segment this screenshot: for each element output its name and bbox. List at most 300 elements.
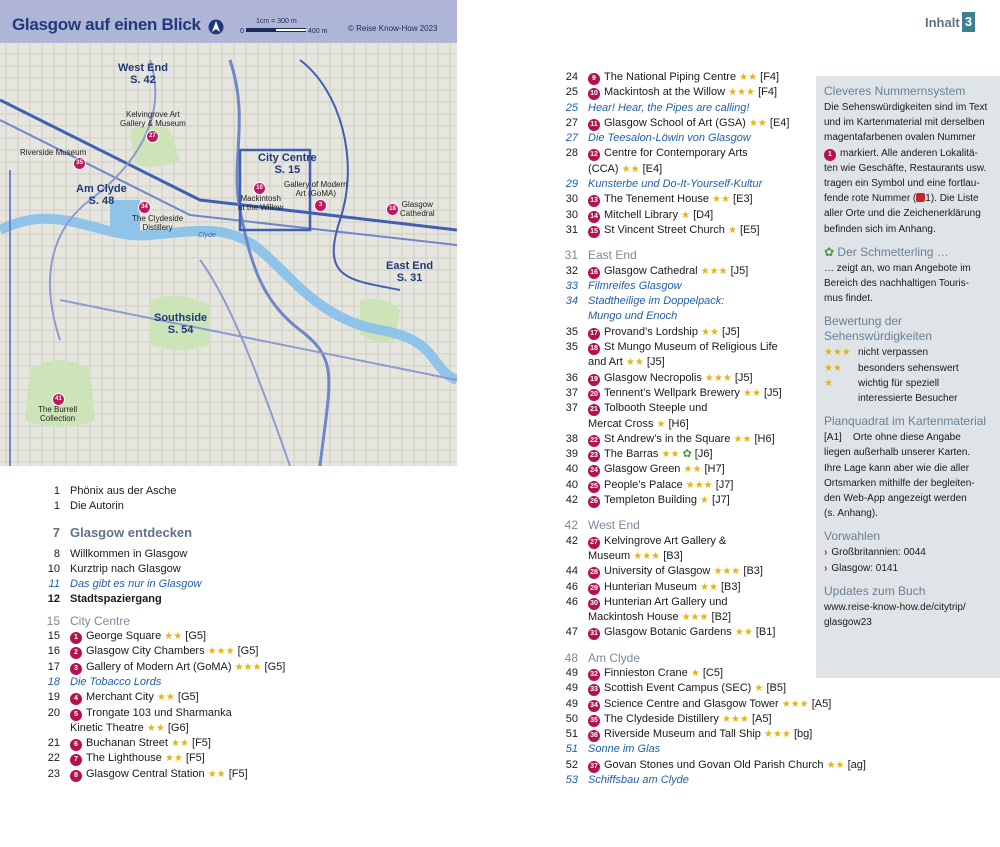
url-line[interactable]: www.reise-know-how.de/citytrip/ bbox=[824, 601, 966, 613]
poi-label: Riverside Museum bbox=[20, 148, 87, 157]
dialing-item bbox=[824, 561, 992, 576]
toc-entry[interactable] bbox=[558, 758, 866, 773]
rating-stars-icon: ★★ bbox=[164, 631, 183, 643]
dialing-codes bbox=[824, 545, 992, 575]
text-line: mus findet. bbox=[824, 293, 873, 305]
toc-entry-title: East End bbox=[588, 248, 637, 263]
toc-page-number: 1 bbox=[53, 485, 60, 497]
text-line: tragen ein Symbol und eine fortlau- bbox=[824, 178, 980, 190]
toc-page-number: 39 bbox=[565, 448, 578, 461]
toc-entry-title: Finnieston Crane bbox=[604, 666, 688, 679]
heading-text: Bewertung der bbox=[824, 314, 903, 329]
grid-reference: [F4] bbox=[758, 86, 778, 99]
toc-entry[interactable] bbox=[558, 773, 813, 788]
toc-entry-title: and Art bbox=[588, 356, 623, 369]
toc-entry-title: Glasgow Cathedral bbox=[604, 264, 698, 277]
toc-entry-title: St Vincent Street Church bbox=[604, 223, 725, 236]
toc-entry[interactable] bbox=[558, 279, 813, 294]
toc-entry-title: The Lighthouse bbox=[86, 752, 162, 765]
toc-entry-content bbox=[588, 417, 689, 432]
toc-entry[interactable] bbox=[558, 223, 813, 238]
toc-entry[interactable] bbox=[558, 371, 813, 386]
rating-stars-icon: ★★★ bbox=[704, 372, 732, 384]
toc-entry-content bbox=[588, 478, 733, 493]
river-label: Clyde bbox=[198, 232, 216, 239]
toc-entry-content bbox=[70, 592, 162, 607]
url-line[interactable]: glasgow23 bbox=[824, 617, 872, 629]
section-label: Inhalt bbox=[925, 15, 960, 30]
toc-entry[interactable] bbox=[40, 547, 380, 562]
toc-entry-title: Hunterian Art Gallery und bbox=[604, 595, 728, 608]
toc-entry[interactable] bbox=[558, 340, 813, 355]
toc-entry-content bbox=[588, 223, 760, 238]
toc-entry-content bbox=[588, 294, 724, 309]
toc-entry[interactable] bbox=[558, 493, 813, 508]
toc-entry[interactable] bbox=[558, 447, 813, 462]
toc-entry[interactable] bbox=[558, 131, 813, 146]
poi-label: Glasgow Cathedral bbox=[400, 200, 435, 218]
district-name: Am Clyde bbox=[76, 183, 127, 195]
poi-number-badge: 3 bbox=[70, 663, 82, 675]
toc-entry[interactable] bbox=[558, 564, 813, 579]
toc-entry-title: Schiffsbau am Clyde bbox=[588, 774, 689, 787]
toc-entry[interactable] bbox=[40, 751, 380, 766]
rating-stars-icon: ★★★ bbox=[633, 550, 661, 562]
toc-entry-content bbox=[588, 386, 782, 401]
poi-number-badge: 33 bbox=[588, 684, 600, 696]
toc-page-number: 7 bbox=[52, 524, 60, 540]
toc-section-heading[interactable] bbox=[558, 518, 813, 533]
dialing-text: Großbritannien: 0044 bbox=[831, 547, 926, 559]
poi-number-badge: 28 bbox=[588, 567, 600, 579]
toc-page-number: 49 bbox=[565, 682, 578, 695]
district-am-clyde[interactable] bbox=[76, 183, 127, 207]
toc-entry[interactable] bbox=[40, 629, 380, 644]
spacer bbox=[558, 238, 813, 248]
toc-entry-content bbox=[588, 773, 689, 788]
text-fragment: Orte ohne diese Angabe bbox=[852, 432, 961, 444]
toc-page-number: 12 bbox=[47, 593, 60, 606]
text-line: Ortsmarken mithilfe der begleiten- bbox=[824, 477, 975, 489]
toc-page-number: 42 bbox=[565, 494, 578, 507]
rating-stars-icon: ★★ bbox=[625, 357, 644, 369]
toc-entry[interactable] bbox=[558, 294, 813, 309]
poi-number-badge: 18 bbox=[588, 343, 600, 355]
toc-entry-title: Buchanan Street bbox=[86, 737, 168, 750]
toc-entry-content bbox=[588, 518, 640, 533]
poi-marker[interactable]: 18 bbox=[386, 203, 399, 216]
rating-stars-icon: ★★ bbox=[748, 117, 767, 129]
rating-stars-icon: ★★★ bbox=[781, 698, 809, 710]
toc-entry-content bbox=[588, 462, 725, 477]
toc-entry[interactable] bbox=[40, 592, 380, 607]
poi-marker[interactable]: 41 bbox=[52, 393, 65, 406]
toc-entry[interactable] bbox=[558, 666, 813, 681]
toc-entry-content bbox=[588, 534, 726, 549]
dialing-text: Glasgow: 0141 bbox=[831, 562, 899, 574]
toc-entry-content bbox=[70, 751, 205, 766]
toc-entry-content bbox=[588, 666, 723, 681]
toc-entry[interactable] bbox=[40, 562, 380, 577]
toc-page-number: 38 bbox=[565, 432, 578, 445]
toc-entry[interactable] bbox=[558, 534, 813, 549]
district-city-centre[interactable] bbox=[258, 152, 317, 176]
toc-entry[interactable] bbox=[40, 484, 380, 499]
grid-reference: [C5] bbox=[702, 666, 724, 679]
toc-entry[interactable] bbox=[558, 70, 813, 85]
poi-number-badge: 13 bbox=[588, 195, 600, 207]
butterfly-icon: ✿ bbox=[824, 244, 835, 259]
toc-entry-title: Die Teesalon-Löwin von Glasgow bbox=[588, 132, 751, 145]
toc-entry-title: St Andrew’s in the Square bbox=[604, 432, 731, 445]
toc-page-number: 10 bbox=[47, 562, 60, 575]
chevron-right-icon: › bbox=[824, 562, 828, 574]
legend-row bbox=[824, 391, 992, 406]
rating-stars-icon: ★ bbox=[727, 224, 737, 236]
toc-entry[interactable] bbox=[558, 712, 813, 727]
district-southside[interactable] bbox=[154, 312, 207, 336]
rating-stars-icon: ★★ bbox=[621, 163, 640, 175]
north-arrow-icon bbox=[208, 18, 224, 36]
poi-number-badge: 21 bbox=[588, 404, 600, 416]
grid-reference: [F5] bbox=[192, 737, 211, 750]
dialing-item bbox=[824, 545, 992, 560]
toc-entry-content bbox=[588, 340, 778, 355]
toc-entry[interactable] bbox=[40, 690, 380, 705]
toc-entry[interactable] bbox=[558, 610, 813, 625]
toc-entry-title: People’s Palace bbox=[604, 478, 683, 491]
toc-entry[interactable] bbox=[558, 549, 813, 564]
toc-entry[interactable] bbox=[558, 264, 813, 279]
toc-entry-title: Museum bbox=[588, 549, 631, 562]
toc-entry[interactable] bbox=[558, 462, 813, 477]
rating-stars-icon: ★★ bbox=[734, 627, 753, 639]
legend-text: besonders sehenswert bbox=[858, 362, 959, 374]
poi-number-badge: 20 bbox=[588, 389, 600, 401]
grid-reference: [J6] bbox=[694, 448, 713, 461]
toc-entry-title: Merchant City bbox=[86, 691, 154, 704]
toc-entry-title: Glasgow Green bbox=[604, 463, 681, 476]
poi-number-badge: 24 bbox=[588, 465, 600, 477]
toc-entry-title: Filmreifes Glasgow bbox=[588, 279, 682, 292]
toc-entry-title: City Centre bbox=[70, 613, 131, 628]
toc-page-number: 30 bbox=[565, 208, 578, 221]
text-line: Bereich des nachhaltigen Touris- bbox=[824, 278, 969, 290]
poi-number-badge: 1 bbox=[824, 149, 836, 161]
toc-entry[interactable] bbox=[40, 644, 380, 659]
toc-section-heading[interactable] bbox=[558, 651, 813, 666]
text-line bbox=[824, 146, 992, 161]
text-line bbox=[824, 191, 992, 206]
district-page: S. 42 bbox=[130, 74, 156, 86]
poi-number-badge: 15 bbox=[588, 226, 600, 238]
toc-entry-title: Glasgow Central Station bbox=[86, 767, 205, 780]
rating-stars-icon: ★★ bbox=[743, 387, 761, 399]
toc-entry-title: St Mungo Museum of Religious Life bbox=[604, 341, 778, 354]
toc-entry[interactable] bbox=[558, 432, 813, 447]
toc-entry-title: University of Glasgow bbox=[604, 565, 711, 578]
text-line: und im Kartenmaterial mit derselben bbox=[824, 117, 985, 129]
poi-number-badge: 14 bbox=[588, 211, 600, 223]
butterfly-text bbox=[824, 261, 992, 307]
toc-entry-content bbox=[588, 549, 683, 564]
text-fragment: markiert. Alle anderen Lokalitä- bbox=[840, 147, 978, 159]
rating-stars-icon: ★★★ bbox=[728, 87, 756, 99]
rating-stars-icon: ★★★ bbox=[722, 713, 749, 725]
rating-stars-icon: ★ bbox=[656, 418, 666, 430]
poi-number-badge: 29 bbox=[588, 583, 600, 595]
toc-entry[interactable] bbox=[40, 721, 380, 736]
toc-entry[interactable] bbox=[558, 478, 813, 493]
text-line: befinden sich im Anhang. bbox=[824, 223, 936, 235]
toc-page-number: 42 bbox=[565, 534, 578, 547]
grid-reference: [B3] bbox=[743, 565, 763, 578]
toc-entry-content bbox=[588, 131, 751, 146]
toc-entry[interactable] bbox=[558, 417, 813, 432]
poi-marker[interactable]: 10 bbox=[253, 182, 266, 195]
toc-page-number: 1 bbox=[53, 500, 60, 513]
poi-number-badge: 5 bbox=[70, 709, 82, 721]
toc-entry-content bbox=[588, 116, 789, 131]
toc-entry[interactable] bbox=[558, 116, 813, 131]
toc-entry-title: Mercat Cross bbox=[588, 417, 654, 430]
toc-entry-title: Die Tobacco Lords bbox=[70, 675, 162, 688]
poi-number-badge: 9 bbox=[588, 73, 600, 85]
grid-reference: [J7] bbox=[712, 494, 730, 507]
district-name: West End bbox=[118, 62, 168, 74]
toc-page-number: 33 bbox=[565, 279, 578, 292]
toc-entry-content bbox=[588, 325, 740, 340]
toc-page-number: 32 bbox=[565, 264, 578, 277]
poi-label: Kelvingrove Art Gallery & Museum bbox=[120, 110, 186, 128]
toc-entry[interactable] bbox=[558, 208, 813, 223]
toc-page-number: 52 bbox=[565, 758, 578, 771]
toc-entry[interactable] bbox=[558, 355, 813, 370]
toc-entry-title: Kinetic Theatre bbox=[70, 721, 144, 734]
toc-entry-content bbox=[588, 447, 713, 462]
rating-stars-icon: ★ bbox=[754, 683, 764, 695]
grid-reference: [E4] bbox=[642, 162, 663, 175]
toc-entry-title: Mackintosh House bbox=[588, 611, 679, 624]
toc-entry[interactable] bbox=[558, 727, 813, 742]
toc-entry-title: The Tenement House bbox=[604, 193, 709, 206]
toc-entry-content bbox=[588, 742, 660, 757]
toc-entry-title: The Clydeside Distillery bbox=[604, 712, 719, 725]
toc-entry-title: Glasgow entdecken bbox=[70, 524, 193, 540]
legend-text: wichtig für speziell bbox=[858, 377, 940, 389]
district-east-end[interactable] bbox=[386, 260, 433, 284]
toc-entry[interactable] bbox=[558, 101, 813, 116]
toc-entry-content bbox=[588, 401, 707, 416]
toc-entry[interactable] bbox=[40, 675, 380, 690]
toc-entry-title: George Square bbox=[86, 630, 162, 643]
toc-page-number: 49 bbox=[565, 697, 578, 710]
map-streets bbox=[0, 0, 457, 466]
grid-reference: [G5] bbox=[264, 660, 286, 673]
text-line: ten wie Geschäfte, Restaurants usw. bbox=[824, 162, 987, 174]
star-icons: ★★★ bbox=[824, 347, 851, 359]
toc-entry-content bbox=[70, 644, 258, 659]
info-sidebar bbox=[816, 76, 1000, 678]
toc-entry-title: Tolbooth Steeple und bbox=[604, 402, 708, 415]
poi-number-badge: 1 bbox=[70, 632, 82, 644]
toc-entry[interactable] bbox=[558, 401, 813, 416]
rating-stars-icon: ★★ bbox=[701, 326, 719, 338]
rating-stars-icon: ★★★ bbox=[207, 646, 235, 658]
text-line: aller Orte und die Zeichenerklärung bbox=[824, 208, 981, 220]
poi-label: The Clydeside Distillery bbox=[132, 214, 184, 232]
poi-number-badge: 36 bbox=[588, 730, 600, 742]
grid-reference: [B3] bbox=[663, 549, 683, 562]
poi-number-badge: 23 bbox=[588, 450, 600, 462]
toc-entry[interactable] bbox=[40, 736, 380, 751]
toc-section-heading[interactable] bbox=[558, 248, 813, 263]
toc-entry-content bbox=[588, 177, 762, 192]
overview-map[interactable] bbox=[0, 0, 457, 466]
toc-page-number: 31 bbox=[564, 248, 578, 263]
toc-entry-content bbox=[588, 70, 779, 85]
toc-entry[interactable] bbox=[558, 386, 813, 401]
grid-reference: [D4] bbox=[693, 208, 714, 221]
toc-entry[interactable] bbox=[558, 309, 813, 324]
toc-page-number: 48 bbox=[564, 650, 578, 665]
rating-stars-icon: ★★ bbox=[733, 433, 752, 445]
poi-number-badge: 31 bbox=[588, 628, 600, 640]
text-line: Ihre Lage kann aber wie die aller bbox=[824, 462, 970, 474]
toc-entry-content bbox=[588, 101, 749, 116]
toc-entry-content bbox=[588, 712, 772, 727]
toc-section-heading[interactable] bbox=[40, 614, 380, 629]
text-fragment: fende rote Nummer ( bbox=[824, 193, 917, 205]
toc-page-number: 23 bbox=[47, 767, 60, 780]
red-marker-icon bbox=[916, 193, 925, 202]
toc-entry[interactable] bbox=[40, 577, 380, 592]
dialing-heading: Vorwahlen bbox=[824, 529, 881, 544]
rating-legend bbox=[824, 345, 992, 406]
poi-marker[interactable]: 27 bbox=[146, 130, 159, 143]
grid-reference: [J5] bbox=[730, 264, 749, 277]
toc-entry[interactable] bbox=[40, 499, 380, 514]
text-line: liegen außerhalb unserer Karten. bbox=[824, 447, 971, 459]
poi-marker[interactable]: 35 bbox=[73, 157, 86, 170]
toc-entry-title: Trongate 103 und Sharmanka bbox=[86, 706, 232, 719]
heading-text: Der Schmetterling … bbox=[837, 244, 949, 259]
toc-entry[interactable] bbox=[558, 697, 832, 712]
poi-label: Mackintosh at the Willow bbox=[238, 194, 284, 212]
toc-entry-content bbox=[588, 758, 866, 773]
poi-number-badge: 4 bbox=[70, 693, 82, 705]
toc-entry-title: West End bbox=[588, 518, 640, 533]
toc-entry-title: Glasgow School of Art (GSA) bbox=[604, 116, 746, 129]
toc-entry[interactable] bbox=[558, 595, 813, 610]
toc-entry[interactable] bbox=[558, 177, 813, 192]
legend-row bbox=[824, 345, 992, 360]
poi-number-badge: 27 bbox=[588, 537, 600, 549]
toc-page-number: 34 bbox=[565, 295, 578, 308]
poi-marker[interactable]: 3 bbox=[314, 199, 327, 212]
poi-number-badge: 2 bbox=[70, 647, 82, 659]
toc-entry-content bbox=[70, 577, 201, 592]
toc-entry-content bbox=[588, 697, 831, 712]
toc-entry[interactable] bbox=[40, 767, 380, 782]
updates-heading: Updates zum Buch bbox=[824, 583, 926, 598]
rating-stars-icon: ★★ bbox=[826, 759, 845, 771]
legend-row bbox=[824, 361, 992, 376]
poi-number-badge: 8 bbox=[70, 770, 82, 782]
district-name: City Centre bbox=[258, 152, 317, 164]
toc-entry[interactable] bbox=[558, 85, 813, 100]
toc-entry-title: Das gibt es nur in Glasgow bbox=[70, 578, 202, 591]
poi-number-badge: 12 bbox=[588, 149, 600, 161]
toc-left-column bbox=[40, 484, 380, 782]
toc-page-number: 29 bbox=[565, 178, 578, 191]
grid-reference: [B5] bbox=[766, 682, 787, 695]
toc-entry[interactable] bbox=[558, 192, 813, 207]
toc-page-number: 27 bbox=[565, 116, 578, 129]
butterfly-heading bbox=[824, 245, 992, 260]
rating-stars-icon: ★★★ bbox=[713, 566, 741, 578]
toc-entry[interactable] bbox=[40, 660, 380, 675]
toc-page-number: 35 bbox=[565, 341, 578, 354]
toc-entry-title: Kelvingrove Art Gallery & bbox=[604, 534, 727, 547]
grid-reference: [J5] bbox=[734, 371, 753, 384]
toc-entry[interactable] bbox=[558, 580, 813, 595]
toc-page-number: 20 bbox=[47, 706, 60, 719]
toc-entry-content bbox=[588, 432, 775, 447]
map-copyright: © Reise Know-How 2023 bbox=[348, 24, 438, 33]
toc-page-number: 25 bbox=[565, 101, 578, 114]
toc-entry-title: Kurztrip nach Glasgow bbox=[70, 562, 181, 575]
toc-entry-content bbox=[70, 736, 211, 751]
updates-link[interactable] bbox=[824, 600, 992, 630]
poi-label: The Burrell Collection bbox=[38, 405, 78, 423]
toc-entry-title: Centre for Contemporary Arts bbox=[604, 147, 748, 160]
toc-entry-content bbox=[70, 547, 187, 562]
toc-page-number: 15 bbox=[46, 613, 60, 628]
poi-marker[interactable]: 34 bbox=[138, 201, 151, 214]
toc-entry-content bbox=[588, 610, 731, 625]
poi-number-badge: 7 bbox=[70, 754, 82, 766]
toc-entry-title: Stadtspaziergang bbox=[70, 593, 162, 606]
toc-entry[interactable] bbox=[558, 325, 813, 340]
grid-reference: [A5] bbox=[751, 712, 772, 725]
toc-entry[interactable] bbox=[40, 706, 380, 721]
toc-entry[interactable] bbox=[558, 681, 813, 696]
district-west-end[interactable] bbox=[118, 62, 168, 86]
toc-entry[interactable] bbox=[558, 146, 813, 161]
toc-entry[interactable] bbox=[558, 742, 813, 757]
poi-number-badge: 26 bbox=[588, 496, 600, 508]
toc-chapter-heading[interactable] bbox=[40, 525, 380, 547]
toc-page-number: 18 bbox=[47, 675, 60, 688]
toc-entry[interactable] bbox=[558, 625, 813, 640]
grid-reference: [B2] bbox=[711, 611, 732, 624]
rating-stars-icon: ★★ bbox=[700, 581, 718, 593]
toc-page-number: 27 bbox=[565, 132, 578, 145]
toc-page-number: 44 bbox=[565, 565, 578, 578]
poi-number-badge: 32 bbox=[588, 669, 600, 681]
district-page: S. 15 bbox=[274, 164, 301, 176]
rating-stars-icon: ★★ bbox=[164, 753, 183, 765]
text-line: … zeigt an, wo man Angebote im bbox=[824, 262, 971, 274]
toc-entry-title: Scottish Event Campus (SEC) bbox=[604, 682, 752, 695]
toc-entry-title: Die Autorin bbox=[70, 500, 124, 513]
toc-entry-content bbox=[70, 562, 181, 577]
toc-entry[interactable] bbox=[558, 162, 813, 177]
butterfly-icon: ✿ bbox=[682, 448, 692, 461]
text-line: (s. Anhang). bbox=[824, 508, 878, 520]
rating-stars-icon: ★★ bbox=[661, 449, 680, 461]
